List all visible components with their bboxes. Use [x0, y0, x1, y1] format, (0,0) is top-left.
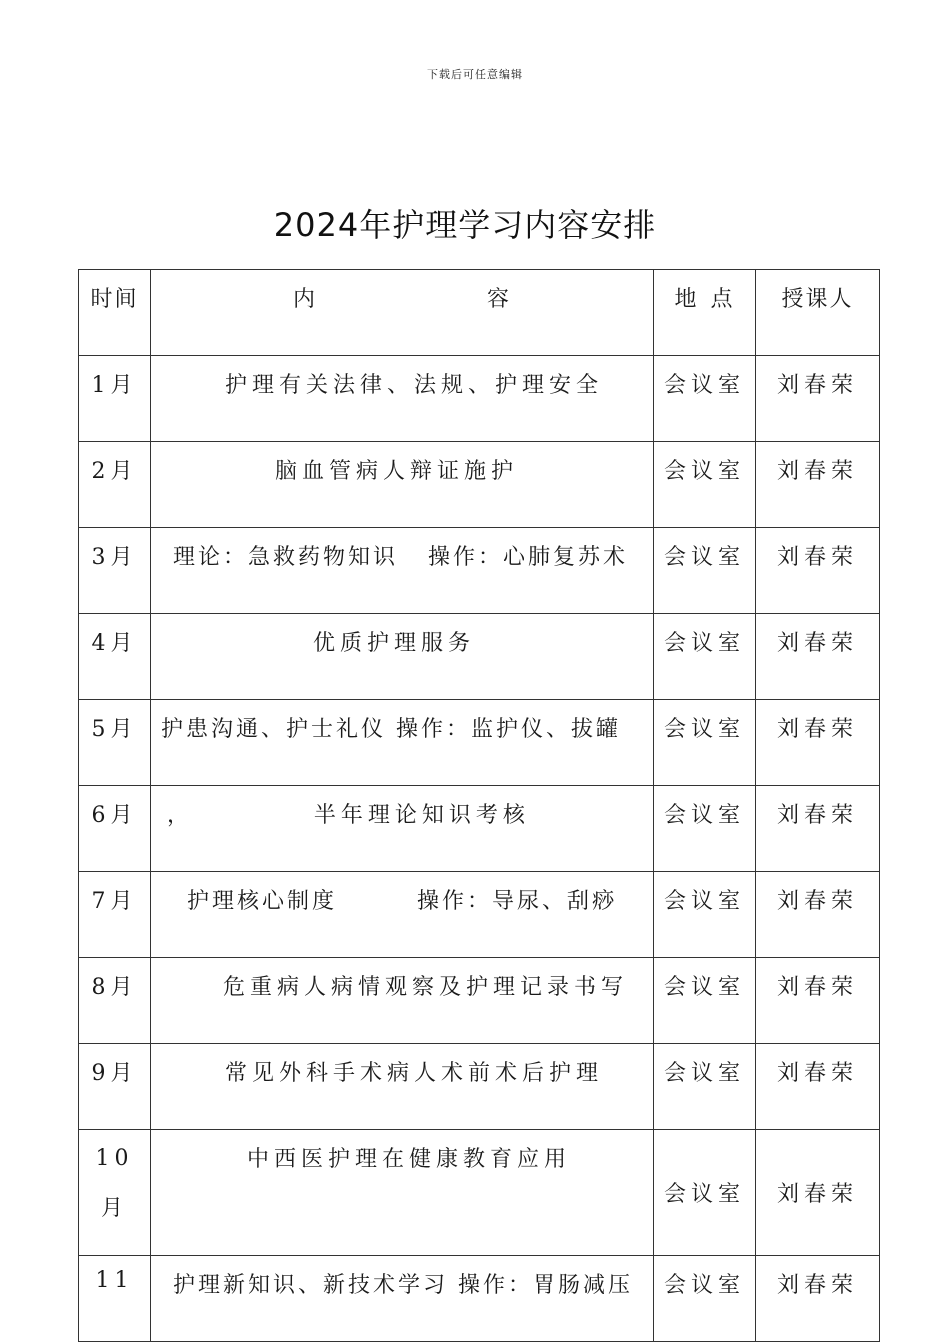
header-note: 下载后可任意编辑	[427, 68, 523, 81]
row-place: 会议室	[654, 786, 756, 872]
row-content	[151, 1044, 654, 1130]
table-row	[79, 528, 880, 614]
row-content-text: 护理新知识、新技术学习 操作：胃肠减压	[173, 1273, 633, 1298]
table-row	[79, 1256, 880, 1342]
row-teacher: 刘春荣	[756, 958, 880, 1044]
row-content	[151, 872, 654, 958]
row-time: 3月	[79, 528, 151, 614]
header-content	[151, 270, 654, 356]
table-row	[79, 700, 880, 786]
row-place: 会议室	[654, 958, 756, 1044]
row-content-text: 护理核心制度 操作：导尿、刮痧	[187, 889, 617, 914]
row-place: 会议室	[654, 872, 756, 958]
row-time: 9月	[79, 1044, 151, 1130]
row-content-text: 护理有关法律、法规、护理安全	[225, 373, 604, 398]
header-teacher: 授课人	[756, 270, 880, 356]
row-teacher: 刘春荣	[756, 1130, 880, 1256]
header-content-char-1: 内	[292, 287, 317, 312]
header-time: 时间	[79, 270, 151, 356]
row-time	[79, 1130, 151, 1256]
row-teacher: 刘春荣	[756, 356, 880, 442]
row-time: 6月	[79, 786, 151, 872]
row-content	[151, 1130, 654, 1256]
row-content	[151, 700, 654, 786]
table-row	[79, 356, 880, 442]
row-content	[151, 614, 654, 700]
row-teacher: 刘春荣	[756, 1256, 880, 1342]
table-row	[79, 958, 880, 1044]
row-teacher: 刘春荣	[756, 786, 880, 872]
table-row	[79, 442, 880, 528]
row-place: 会议室	[654, 528, 756, 614]
row-teacher: 刘春荣	[756, 528, 880, 614]
header-content-char-2: 容	[487, 287, 512, 312]
schedule-table	[78, 269, 880, 1342]
row-content-text: 危重病人病情观察及护理记录书写	[223, 975, 629, 1000]
row-content	[151, 786, 654, 872]
row-content	[151, 958, 654, 1044]
row-content-text: 常见外科手术病人术前术后护理	[225, 1061, 604, 1086]
row-teacher: 刘春荣	[756, 872, 880, 958]
row-teacher: 刘春荣	[756, 614, 880, 700]
row-place: 会议室	[654, 1256, 756, 1342]
row-teacher: 刘春荣	[756, 442, 880, 528]
row-time-part-1: 10	[95, 1146, 134, 1171]
row-content-text: 护患沟通、护士礼仪 操作：监护仪、拔罐	[161, 717, 621, 742]
row-place: 会议室	[654, 1044, 756, 1130]
row-time: 5月	[79, 700, 151, 786]
row-time: 8月	[79, 958, 151, 1044]
row-content-text: 理论：急救药物知识 操作：心肺复苏术	[173, 545, 628, 570]
header-place-char-2: 点	[710, 287, 735, 312]
table-row	[79, 1044, 880, 1130]
row-place: 会议室	[654, 700, 756, 786]
row-time: 1月	[79, 356, 151, 442]
row-place: 会议室	[654, 614, 756, 700]
row-content-text: 脑血管病人辩证施护	[275, 459, 519, 484]
table-row	[79, 786, 880, 872]
row-content-text: 中西医护理在健康教育应用	[247, 1147, 572, 1172]
table-row	[79, 1130, 880, 1256]
row-content	[151, 442, 654, 528]
row-time: 4月	[79, 614, 151, 700]
row-time-part-2: 月	[100, 1196, 128, 1221]
table-row	[79, 614, 880, 700]
row-content	[151, 356, 654, 442]
row-teacher: 刘春荣	[756, 1044, 880, 1130]
table-header-row	[79, 270, 880, 356]
row-content-text: ， 半年理论知识考核	[167, 803, 530, 828]
row-place: 会议室	[654, 1130, 756, 1256]
table-row	[79, 872, 880, 958]
row-content	[151, 528, 654, 614]
row-time: 11	[79, 1256, 151, 1342]
row-content-text: 优质护理服务	[313, 631, 476, 656]
header-place	[654, 270, 756, 356]
row-content	[151, 1256, 654, 1342]
row-time: 7月	[79, 872, 151, 958]
row-place: 会议室	[654, 442, 756, 528]
row-place: 会议室	[654, 356, 756, 442]
page-title: 2024年护理学习内容安排	[273, 206, 657, 244]
header-place-char-1: 地	[674, 287, 699, 312]
row-time: 2月	[79, 442, 151, 528]
row-teacher: 刘春荣	[756, 700, 880, 786]
